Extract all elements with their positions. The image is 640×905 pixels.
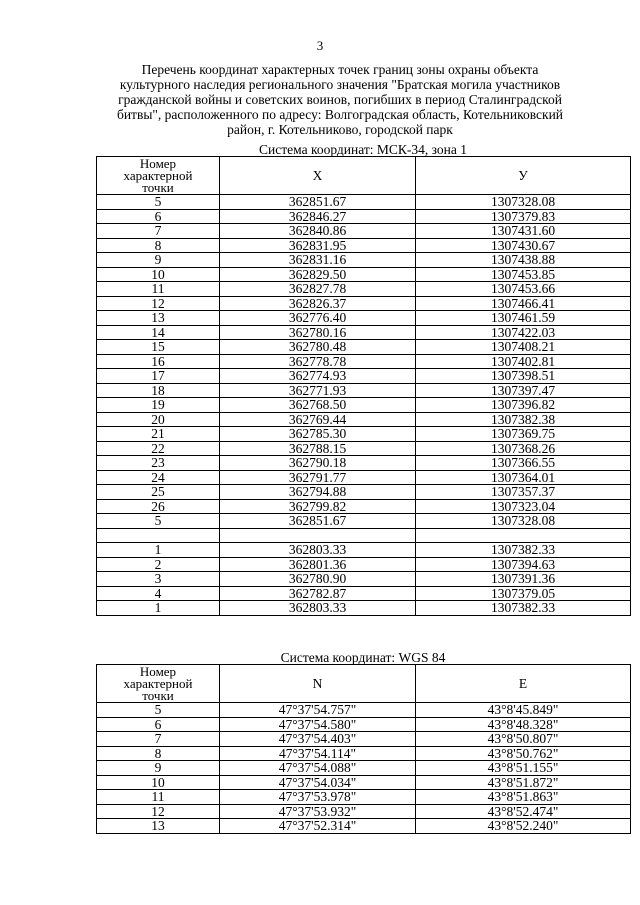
- cell-coord-1: 362771.93: [220, 383, 416, 398]
- cell-coord-1: 362799.82: [220, 499, 416, 514]
- cell-point-number: 11: [97, 790, 220, 805]
- table-row: [97, 572, 631, 587]
- cell-point-number: 10: [97, 775, 220, 790]
- table-row: [97, 224, 631, 239]
- cell-coord-2: 43°8'51.863": [416, 790, 631, 805]
- table-row: [97, 296, 631, 311]
- table-row: [97, 514, 631, 529]
- table-row: [97, 427, 631, 442]
- cell-coord-1: 47°37'53.932": [220, 804, 416, 819]
- table-row: [97, 790, 631, 805]
- column-header-x: X: [220, 157, 416, 195]
- cell-coord-2: 1307328.08: [416, 195, 631, 210]
- title-line: район, г. Котельниково, городской парк: [227, 122, 453, 137]
- cell-point-number: 5: [97, 703, 220, 718]
- cell-coord-1: 362791.77: [220, 470, 416, 485]
- cell-coord-2: 1307466.41: [416, 296, 631, 311]
- cell-coord-2: 1307453.66: [416, 282, 631, 297]
- cell-coord-2: 1307397.47: [416, 383, 631, 398]
- cell-coord-2: 1307430.67: [416, 238, 631, 253]
- column-header-n: N: [220, 665, 416, 703]
- cell-coord-2: 1307382.33: [416, 601, 631, 616]
- cell-coord-1: 362780.48: [220, 340, 416, 355]
- cell-coord-2: 1307394.63: [416, 557, 631, 572]
- table-caption-wgs84: Система координат: WGS 84: [280, 650, 446, 665]
- cell-point-number: 17: [97, 369, 220, 384]
- table-row: [97, 238, 631, 253]
- table-header-row: [97, 157, 631, 195]
- cell-coord-2: 1307357.37: [416, 485, 631, 500]
- cell-point-number: 21: [97, 427, 220, 442]
- cell-point-number: 6: [97, 209, 220, 224]
- title-line: гражданской войны и советских воинов, погибших в период Сталинградской: [118, 92, 562, 107]
- cell-coord-1: 47°37'54.580": [220, 717, 416, 732]
- header-text-line: характерной: [123, 167, 193, 183]
- cell-coord-1: 362831.95: [220, 238, 416, 253]
- table-row: [97, 195, 631, 210]
- cell-coord-1: 362774.93: [220, 369, 416, 384]
- cell-coord-2: 1307379.83: [416, 209, 631, 224]
- cell-point-number: 1: [97, 543, 220, 558]
- cell-coord-1: 362829.50: [220, 267, 416, 282]
- cell-point-number: 13: [97, 819, 220, 834]
- cell-coord-1: 362826.37: [220, 296, 416, 311]
- cell-coord-2: 43°8'50.762": [416, 746, 631, 761]
- table-row: [97, 325, 631, 340]
- table-row: [97, 775, 631, 790]
- table-row: [97, 703, 631, 718]
- cell-coord-1: 362785.30: [220, 427, 416, 442]
- cell-coord-2: 1307461.59: [416, 311, 631, 326]
- header-text-line: точки: [142, 179, 174, 195]
- cell-coord-2: 1307369.75: [416, 427, 631, 442]
- cell-point-number: 2: [97, 557, 220, 572]
- cell-coord-2: 43°8'52.240": [416, 819, 631, 834]
- column-header-point-number: [97, 157, 220, 195]
- cell-coord-1: 47°37'53.978": [220, 790, 416, 805]
- table-row: [97, 267, 631, 282]
- table-row: [97, 253, 631, 268]
- cell-coord-1: 362831.16: [220, 253, 416, 268]
- cell-coord-2: 43°8'45.849": [416, 703, 631, 718]
- cell-coord-1: 47°37'54.403": [220, 732, 416, 747]
- cell-coord-2: 43°8'51.155": [416, 761, 631, 776]
- page-number: 3: [316, 38, 324, 53]
- cell-coord-1: 47°37'52.314": [220, 819, 416, 834]
- cell-point-number: 16: [97, 354, 220, 369]
- column-header-y: У: [416, 157, 631, 195]
- cell-point-number: 1: [97, 601, 220, 616]
- cell-point-number: 15: [97, 340, 220, 355]
- cell-coord-2: 43°8'51.872": [416, 775, 631, 790]
- cell-coord-2: 1307396.82: [416, 398, 631, 413]
- table-row: [97, 717, 631, 732]
- cell-coord-1: 362803.33: [220, 543, 416, 558]
- cell-coord-1: 362769.44: [220, 412, 416, 427]
- table-row: [97, 557, 631, 572]
- cell-coord-2: 1307328.08: [416, 514, 631, 529]
- cell-coord-1: 362788.15: [220, 441, 416, 456]
- cell-point-number: 9: [97, 761, 220, 776]
- cell-point-number: 8: [97, 746, 220, 761]
- cell-coord-2: 1307382.33: [416, 543, 631, 558]
- cell-point-number: 22: [97, 441, 220, 456]
- table-row: [97, 528, 631, 543]
- coordinates-table-wgs84: [96, 664, 631, 834]
- cell-coord-1: [220, 528, 416, 543]
- table-row: [97, 543, 631, 558]
- document-title: [60, 62, 620, 137]
- header-text-line: точки: [142, 687, 174, 703]
- table-row: [97, 470, 631, 485]
- cell-point-number: 13: [97, 311, 220, 326]
- title-line: культурного наследия регионального значения "Братская могила участников: [119, 77, 561, 92]
- cell-point-number: 10: [97, 267, 220, 282]
- cell-coord-2: 1307391.36: [416, 572, 631, 587]
- cell-coord-1: 47°37'54.114": [220, 746, 416, 761]
- cell-coord-2: [416, 528, 631, 543]
- table-row: [97, 209, 631, 224]
- cell-coord-2: 1307438.88: [416, 253, 631, 268]
- cell-point-number: 11: [97, 282, 220, 297]
- cell-point-number: 9: [97, 253, 220, 268]
- table-header-row: [97, 665, 631, 703]
- table-caption-msk34: Система координат: МСК-34, зона 1: [259, 142, 467, 157]
- table-row: [97, 456, 631, 471]
- cell-point-number: 19: [97, 398, 220, 413]
- cell-coord-2: 1307398.51: [416, 369, 631, 384]
- column-header-point-number: [97, 665, 220, 703]
- column-header-e: E: [416, 665, 631, 703]
- cell-coord-1: 47°37'54.034": [220, 775, 416, 790]
- table-row: [97, 804, 631, 819]
- cell-coord-1: 362846.27: [220, 209, 416, 224]
- title-line: битвы", расположенного по адресу: Волгоградская область, Котельниковский: [116, 107, 564, 122]
- cell-coord-1: 47°37'54.757": [220, 703, 416, 718]
- coordinates-table-msk34: [96, 156, 631, 616]
- cell-coord-1: 362768.50: [220, 398, 416, 413]
- cell-coord-2: 1307382.38: [416, 412, 631, 427]
- cell-point-number: 14: [97, 325, 220, 340]
- table-row: [97, 398, 631, 413]
- cell-coord-2: 1307453.85: [416, 267, 631, 282]
- cell-point-number: 18: [97, 383, 220, 398]
- cell-point-number: 4: [97, 586, 220, 601]
- cell-coord-1: 47°37'54.088": [220, 761, 416, 776]
- cell-point-number: 7: [97, 224, 220, 239]
- cell-coord-1: 362790.18: [220, 456, 416, 471]
- cell-point-number: 3: [97, 572, 220, 587]
- table-row: [97, 369, 631, 384]
- cell-coord-1: 362851.67: [220, 514, 416, 529]
- cell-point-number: 25: [97, 485, 220, 500]
- cell-coord-1: 362827.78: [220, 282, 416, 297]
- header-text-line: характерной: [123, 675, 193, 691]
- table-row: [97, 819, 631, 834]
- cell-coord-2: 1307323.04: [416, 499, 631, 514]
- table-row: [97, 601, 631, 616]
- cell-coord-2: 1307422.03: [416, 325, 631, 340]
- table-row: [97, 732, 631, 747]
- cell-coord-1: 362776.40: [220, 311, 416, 326]
- header-text-line: Номер: [139, 156, 177, 171]
- cell-coord-2: 43°8'50.807": [416, 732, 631, 747]
- header-text-line: Номер: [139, 664, 177, 679]
- table-row: [97, 441, 631, 456]
- table-row: [97, 499, 631, 514]
- table-row: [97, 746, 631, 761]
- cell-point-number: 20: [97, 412, 220, 427]
- cell-coord-2: 1307431.60: [416, 224, 631, 239]
- cell-coord-1: 362794.88: [220, 485, 416, 500]
- cell-point-number: 12: [97, 804, 220, 819]
- cell-point-number: 7: [97, 732, 220, 747]
- cell-coord-1: 362780.16: [220, 325, 416, 340]
- table-row: [97, 761, 631, 776]
- cell-point-number: 6: [97, 717, 220, 732]
- cell-coord-1: 362780.90: [220, 572, 416, 587]
- cell-point-number: 5: [97, 514, 220, 529]
- cell-coord-2: 1307364.01: [416, 470, 631, 485]
- cell-point-number: [97, 528, 220, 543]
- cell-point-number: 5: [97, 195, 220, 210]
- cell-point-number: 12: [97, 296, 220, 311]
- table-row: [97, 485, 631, 500]
- table-row: [97, 340, 631, 355]
- cell-coord-1: 362782.87: [220, 586, 416, 601]
- table-row: [97, 383, 631, 398]
- cell-point-number: 23: [97, 456, 220, 471]
- table-row: [97, 586, 631, 601]
- cell-coord-2: 1307379.05: [416, 586, 631, 601]
- table-row: [97, 354, 631, 369]
- table-row: [97, 311, 631, 326]
- cell-coord-2: 1307368.26: [416, 441, 631, 456]
- cell-coord-2: 1307402.81: [416, 354, 631, 369]
- cell-coord-1: 362851.67: [220, 195, 416, 210]
- cell-coord-1: 362778.78: [220, 354, 416, 369]
- cell-point-number: 24: [97, 470, 220, 485]
- cell-coord-2: 43°8'52.474": [416, 804, 631, 819]
- cell-coord-1: 362803.33: [220, 601, 416, 616]
- cell-coord-1: 362840.86: [220, 224, 416, 239]
- table-row: [97, 282, 631, 297]
- cell-coord-1: 362801.36: [220, 557, 416, 572]
- cell-coord-2: 43°8'48.328": [416, 717, 631, 732]
- cell-point-number: 8: [97, 238, 220, 253]
- cell-coord-2: 1307408.21: [416, 340, 631, 355]
- table-row: [97, 412, 631, 427]
- cell-point-number: 26: [97, 499, 220, 514]
- title-line: Перечень координат характерных точек границ зоны охраны объекта: [141, 62, 539, 77]
- cell-coord-2: 1307366.55: [416, 456, 631, 471]
